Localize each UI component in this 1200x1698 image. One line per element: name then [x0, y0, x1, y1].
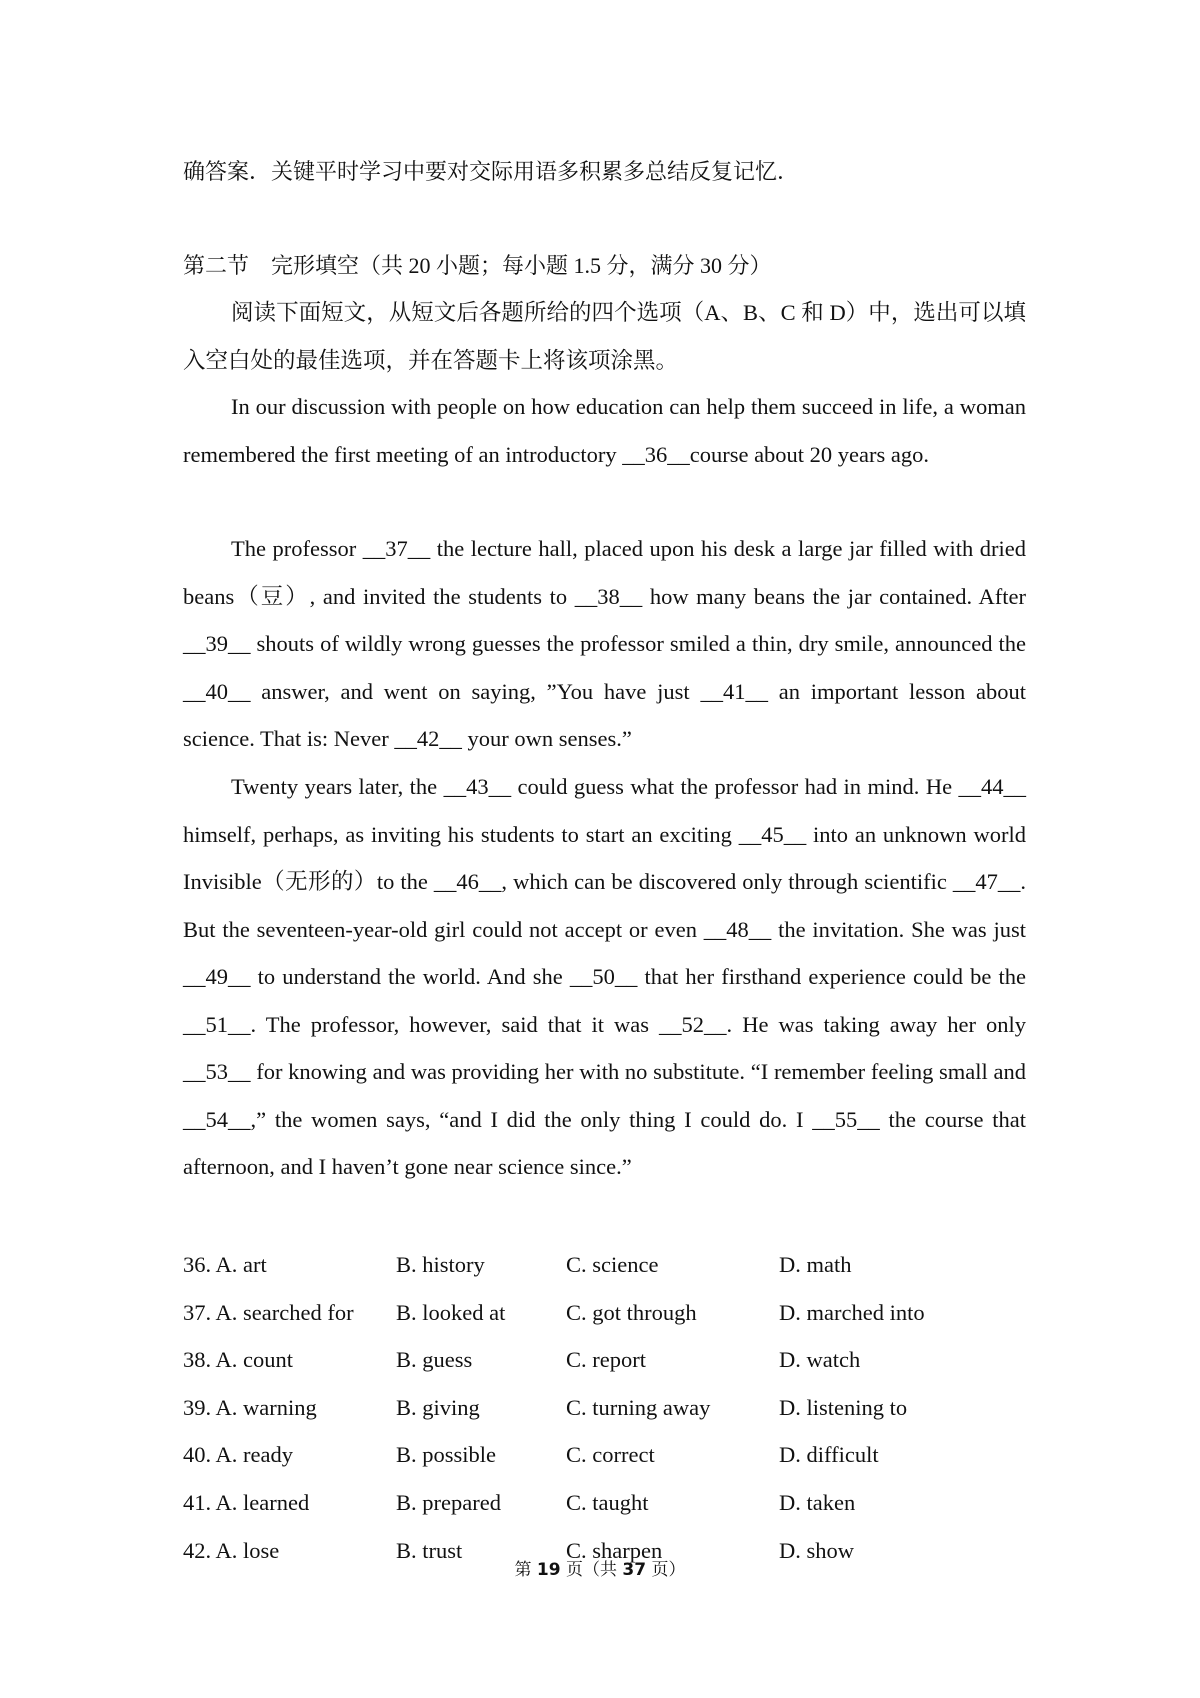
- option-c: C. got through: [566, 1300, 697, 1325]
- option-a: 39. A. warning: [183, 1395, 317, 1420]
- footer-page-number: 19: [536, 1560, 561, 1580]
- footer-middle: 页（共: [566, 1560, 617, 1580]
- option-c: C. report: [566, 1347, 646, 1372]
- option-d: D. math: [779, 1252, 852, 1277]
- option-d: D. difficult: [779, 1442, 879, 1467]
- passage-paragraph-1: In our discussion with people on how education can help them succeed in life, a woman remembered the first meeting of an introductory __36__course about 20 years ago.: [183, 394, 1026, 467]
- option-b: B. guess: [396, 1347, 473, 1372]
- option-b: B. trust: [396, 1538, 463, 1563]
- page-footer: [0, 1558, 1200, 1582]
- option-d: D. taken: [779, 1490, 856, 1515]
- option-a: 36. A. art: [183, 1252, 267, 1277]
- option-b: B. looked at: [396, 1300, 506, 1325]
- option-a: 37. A. searched for: [183, 1300, 354, 1325]
- option-a: 41. A. learned: [183, 1490, 310, 1515]
- option-row-36: [183, 1250, 1026, 1280]
- section-heading: 第二节 完形填空（共 20 小题；每小题 1.5 分，满分 30 分）: [183, 253, 772, 278]
- passage-paragraph-2: The professor __37__ the lecture hall, placed upon his desk a large jar filled with dried beans（豆）, and invited the students to __38__ how many beans the jar contained. After __39__ shouts of wildly wrong guesses the professor smiled a thin, dry smile, announced the __40__ answer, and went on saying, ”You have just __41__ an important lesson about science. That is: Never __42__ your own senses.”: [183, 536, 1026, 751]
- footer-total-pages: 37: [622, 1560, 647, 1580]
- section-instruction: 阅读下面短文，从短文后各题所给的四个选项（A、B、C 和 D）中，选出可以填入空白处的最佳选项，并在答题卡上将该项涂黑。: [183, 300, 1026, 373]
- option-c: C. taught: [566, 1490, 649, 1515]
- option-c: C. turning away: [566, 1395, 711, 1420]
- option-a: 38. A. count: [183, 1347, 293, 1372]
- footer-suffix: 页）: [651, 1560, 686, 1580]
- intro-line: 确答案．关键平时学习中要对交际用语多积累多总结反复记忆．: [183, 159, 800, 184]
- option-b: B. history: [396, 1252, 485, 1277]
- option-d: D. show: [779, 1538, 855, 1563]
- option-c: C. science: [566, 1252, 659, 1277]
- option-row-39: [183, 1393, 1026, 1423]
- option-a: 40. A. ready: [183, 1442, 293, 1467]
- option-b: B. giving: [396, 1395, 480, 1420]
- option-c: C. correct: [566, 1442, 655, 1467]
- option-row-40: [183, 1440, 1026, 1470]
- option-d: D. listening to: [779, 1395, 908, 1420]
- option-b: B. possible: [396, 1442, 497, 1467]
- option-row-41: [183, 1488, 1026, 1518]
- option-d: D. watch: [779, 1347, 861, 1372]
- option-c: C. sharpen: [566, 1538, 663, 1563]
- footer-prefix: 第: [514, 1560, 532, 1580]
- option-d: D. marched into: [779, 1300, 925, 1325]
- option-b: B. prepared: [396, 1490, 501, 1515]
- option-a: 42. A. lose: [183, 1538, 280, 1563]
- option-row-37: [183, 1298, 1026, 1328]
- option-row-38: [183, 1345, 1026, 1375]
- passage-paragraph-3: Twenty years later, the __43__ could guess what the professor had in mind. He __44__ himself, perhaps, as inviting his students to start an exciting __45__ into an unknown world Invisible（无形的）to the __46__, which can be discovered only through scientific __47__. But the seventeen-year-old girl could not accept or even __48__ the invitation. She was just __49__ to understand the world. And she __50__ that her firsthand experience could be the __51__. The professor, however, said that it was __52__. He was taking away her only __53__ for knowing and was providing her with no substitute. “I remember feeling small and __54__,” the women says, “and I did the only thing I could do. I __55__ the course that afternoon, and I haven’t gone near science since.”: [183, 774, 1049, 1179]
